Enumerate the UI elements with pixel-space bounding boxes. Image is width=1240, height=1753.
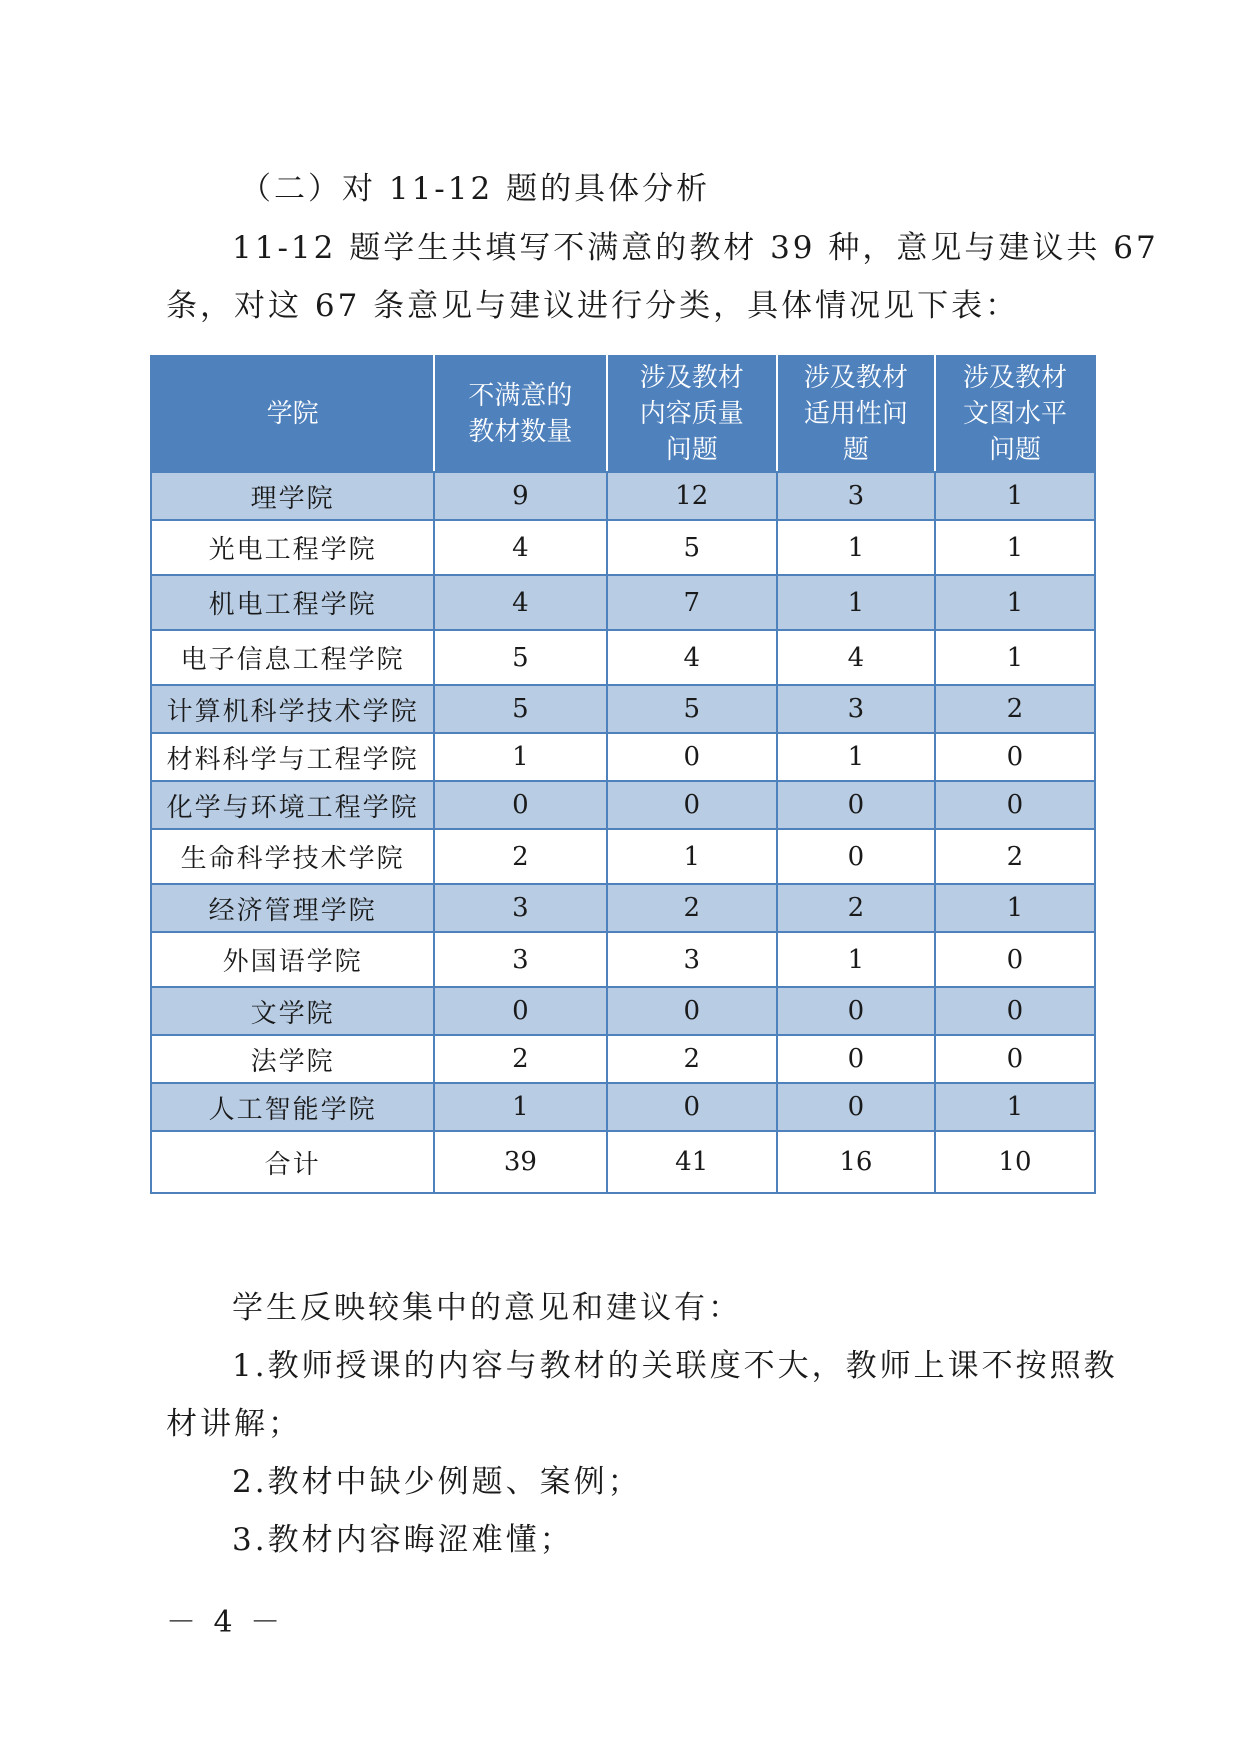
table-row: [151, 884, 1095, 932]
college-name-cell: 合计: [151, 1131, 434, 1193]
count-cell: 3: [607, 932, 777, 987]
count-cell: 4: [434, 520, 606, 575]
count-cell: 5: [607, 685, 777, 733]
summary-label: 学生反映较集中的意见和建议有：: [232, 1290, 742, 1326]
table-row: [151, 520, 1095, 575]
college-name-cell: 外国语学院: [151, 932, 434, 987]
count-cell: 0: [777, 829, 935, 884]
count-cell: 4: [607, 630, 777, 685]
table-row: [151, 630, 1095, 685]
count-cell: 1: [935, 575, 1095, 630]
count-cell: 3: [777, 685, 935, 733]
college-name-cell: 电子信息工程学院: [151, 630, 434, 685]
count-cell: 2: [935, 685, 1095, 733]
college-name-cell: 经济管理学院: [151, 884, 434, 932]
table-row: [151, 575, 1095, 630]
count-cell: 1: [935, 472, 1095, 520]
count-cell: 2: [434, 829, 606, 884]
column-header-line: 涉及教材: [803, 363, 908, 393]
count-cell: 4: [777, 630, 935, 685]
count-cell: 0: [777, 987, 935, 1035]
table-row: [151, 733, 1095, 781]
count-cell: 0: [777, 781, 935, 829]
section-heading: （二）对 11-12 题的具体分析: [240, 171, 711, 207]
count-cell: 0: [777, 1035, 935, 1083]
count-cell: 0: [935, 932, 1095, 987]
table-row: [151, 472, 1095, 520]
count-cell: 5: [607, 520, 777, 575]
count-cell: 1: [777, 932, 935, 987]
college-name-cell: 法学院: [151, 1035, 434, 1083]
column-header-line: 涉及教材: [962, 363, 1067, 393]
count-cell: 5: [434, 630, 606, 685]
count-cell: 5: [434, 685, 606, 733]
college-name-cell: 光电工程学院: [151, 520, 434, 575]
table-row: [151, 829, 1095, 884]
list-item-2: 2.教材中缺少例题、案例；: [232, 1464, 642, 1500]
column-header-line: 适用性问: [803, 399, 908, 429]
college-name-cell: 生命科学技术学院: [151, 829, 434, 884]
column-header: [151, 356, 434, 472]
table-row: [151, 1083, 1095, 1131]
page-number: － 4 －: [166, 1605, 285, 1640]
count-cell: 1: [935, 1083, 1095, 1131]
intro-line-1: 11-12 题学生共填写不满意的教材 39 种，意见与建议共 67: [232, 230, 1159, 266]
list-item-3: 3.教材内容晦涩难懂；: [232, 1522, 574, 1558]
count-cell: 7: [607, 575, 777, 630]
count-cell: 0: [935, 987, 1095, 1035]
list-item-1-line-1: 1.教师授课的内容与教材的关联度不大，教师上课不按照教: [232, 1348, 1118, 1384]
college-name-cell: 机电工程学院: [151, 575, 434, 630]
count-cell: 0: [607, 733, 777, 781]
count-cell: 0: [434, 987, 606, 1035]
count-cell: 0: [607, 781, 777, 829]
count-cell: 1: [607, 829, 777, 884]
college-name-cell: 化学与环境工程学院: [151, 781, 434, 829]
count-cell: 12: [607, 472, 777, 520]
count-cell: 0: [607, 1083, 777, 1131]
count-cell: 16: [777, 1131, 935, 1193]
column-header-line: 问题: [988, 435, 1041, 465]
college-name-cell: 文学院: [151, 987, 434, 1035]
table-row: [151, 781, 1095, 829]
count-cell: 1: [935, 520, 1095, 575]
count-cell: 1: [434, 733, 606, 781]
count-cell: 0: [935, 781, 1095, 829]
table-row: [151, 987, 1095, 1035]
count-cell: 0: [935, 733, 1095, 781]
column-header: [777, 356, 935, 472]
table-total-row: [151, 1131, 1095, 1193]
college-name-cell: 材料科学与工程学院: [151, 733, 434, 781]
count-cell: 4: [434, 575, 606, 630]
column-header-line: 学院: [266, 399, 319, 429]
column-header: [935, 356, 1095, 472]
count-cell: 0: [935, 1035, 1095, 1083]
count-cell: 1: [777, 520, 935, 575]
count-cell: 10: [935, 1131, 1095, 1193]
column-header: [607, 356, 777, 472]
count-cell: 41: [607, 1131, 777, 1193]
table-row: [151, 932, 1095, 987]
count-cell: 2: [777, 884, 935, 932]
column-header-line: 涉及教材: [639, 363, 744, 393]
count-cell: 0: [434, 781, 606, 829]
count-cell: 1: [935, 884, 1095, 932]
count-cell: 1: [935, 630, 1095, 685]
table-row: [151, 1035, 1095, 1083]
column-header-line: 内容质量: [639, 399, 744, 429]
college-name-cell: 理学院: [151, 472, 434, 520]
count-cell: 1: [777, 575, 935, 630]
intro-line-2: 条，对这 67 条意见与建议进行分类，具体情况见下表：: [166, 288, 1020, 324]
count-cell: 3: [434, 932, 606, 987]
column-header: [434, 356, 606, 472]
count-cell: 2: [935, 829, 1095, 884]
count-cell: 9: [434, 472, 606, 520]
feedback-table: [150, 355, 1096, 1194]
count-cell: 39: [434, 1131, 606, 1193]
column-header-line: 文图水平: [962, 399, 1067, 429]
count-cell: 2: [434, 1035, 606, 1083]
column-header-line: 不满意的: [468, 381, 573, 411]
count-cell: 0: [607, 987, 777, 1035]
count-cell: 3: [777, 472, 935, 520]
count-cell: 1: [434, 1083, 606, 1131]
count-cell: 2: [607, 1035, 777, 1083]
count-cell: 1: [777, 733, 935, 781]
count-cell: 0: [777, 1083, 935, 1131]
column-header-line: 教材数量: [468, 417, 573, 447]
column-header-line: 问题: [665, 435, 718, 465]
college-name-cell: 计算机科学技术学院: [151, 685, 434, 733]
table-header-row: [151, 356, 1095, 472]
table-row: [151, 685, 1095, 733]
list-item-1-line-2: 材讲解；: [166, 1406, 302, 1442]
college-name-cell: 人工智能学院: [151, 1083, 434, 1131]
count-cell: 2: [607, 884, 777, 932]
count-cell: 3: [434, 884, 606, 932]
column-header-line: 题: [842, 435, 869, 465]
